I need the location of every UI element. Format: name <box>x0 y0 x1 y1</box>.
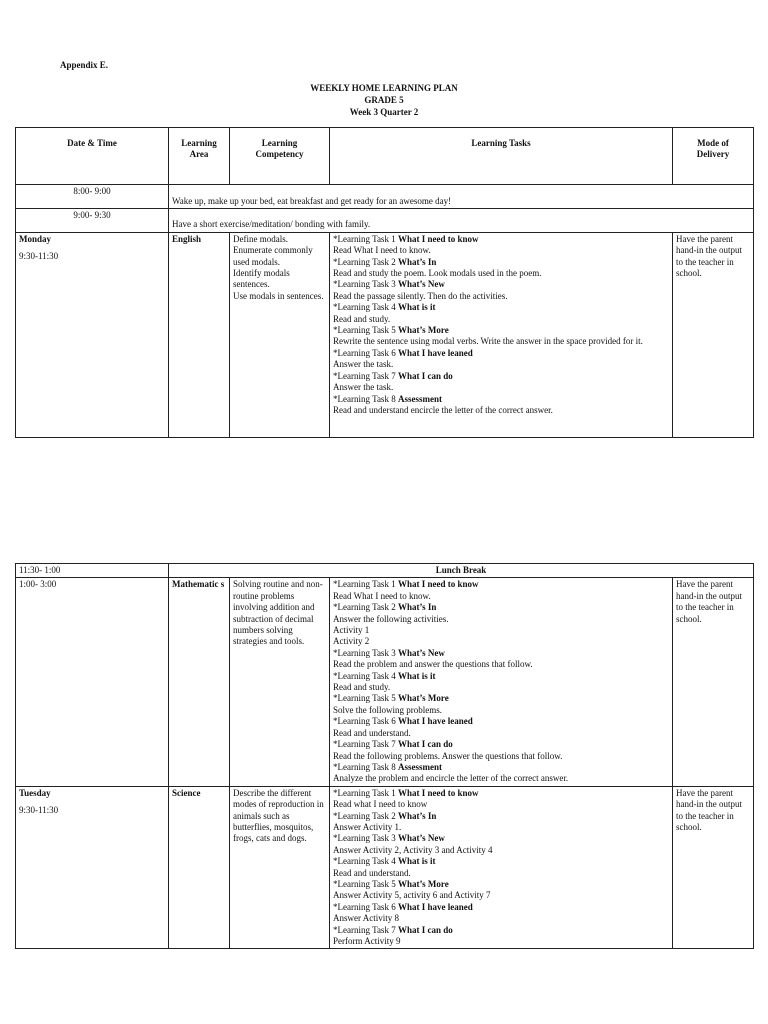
wake-up-activity: Wake up, make up your bed, eat breakfast and get ready for an awesome day! <box>169 185 754 209</box>
lunch-time: 11:30- 1:00 <box>16 564 169 578</box>
task-number: *Learning Task 3 <box>333 647 398 658</box>
task-number: *Learning Task 6 <box>333 716 398 727</box>
math-time: 1:00- 3:00 <box>16 578 169 786</box>
task-title: What I have leaned <box>397 716 473 727</box>
task-instruction: Rewrite the sentence using modal verbs. Write the answer in the space provided for it. <box>333 336 643 347</box>
learning-task-heading <box>333 302 669 313</box>
header-date-time: Date & Time <box>16 128 169 185</box>
task-instruction: Read and understand encircle the letter of the correct answer. <box>333 404 553 415</box>
title-line-1: WEEKLY HOME LEARNING PLAN <box>310 83 458 93</box>
task-number: *Learning Task 3 <box>333 833 398 844</box>
task-instruction: Read and study. <box>333 682 391 693</box>
header-learning-area: Learning Area <box>169 128 230 185</box>
task-title: What’s More <box>397 693 449 704</box>
task-number: *Learning Task 1 <box>333 787 398 798</box>
time-slot: 9:30-11:30 <box>19 805 59 816</box>
plan-table-bottom <box>15 563 754 949</box>
task-title: What I have leaned <box>397 901 473 912</box>
competency-item: Use modals in sentences. <box>233 290 324 301</box>
learning-task-heading <box>333 856 669 867</box>
task-number: *Learning Task 5 <box>333 878 398 889</box>
task-title: What’s New <box>397 279 445 290</box>
learning-task-heading <box>333 811 669 822</box>
task-number: *Learning Task 2 <box>333 256 398 267</box>
header-learning-competency: Learning Competency <box>230 128 330 185</box>
task-number: *Learning Task 4 <box>333 856 398 867</box>
math-row <box>16 578 754 786</box>
mode-science: Have the parent hand-in the output to the teacher in school. <box>673 786 754 949</box>
task-instruction: Read and study the poem. Look modals used in the poem. <box>333 268 542 279</box>
learning-task-heading <box>333 579 669 590</box>
learning-task-heading <box>333 788 669 799</box>
task-instruction: Answer Activity 1. <box>333 821 402 832</box>
task-title: What is it <box>397 670 436 681</box>
task-number: *Learning Task 4 <box>333 670 398 681</box>
header-row <box>16 128 754 185</box>
learning-task-heading <box>333 279 669 290</box>
mode-math: Have the parent hand-in the output to the teacher in school. <box>673 578 754 786</box>
wake-up-time: 8:00- 9:00 <box>16 185 169 209</box>
task-title: What I need to know <box>397 787 479 798</box>
task-number: *Learning Task 2 <box>333 602 398 613</box>
learning-task-heading <box>333 648 669 659</box>
tasks-english <box>330 232 673 437</box>
learning-area-math: Mathematic s <box>169 578 230 786</box>
tuesday-science-row <box>16 786 754 949</box>
task-title: What I can do <box>397 739 453 750</box>
learning-task-heading <box>333 394 669 405</box>
task-instruction: Activity 2 <box>333 636 370 647</box>
task-instruction: Read the passage silently. Then do the activities. <box>333 290 508 301</box>
monday-english-row <box>16 232 754 437</box>
exercise-time: 9:00- 9:30 <box>16 209 169 232</box>
day-label: Tuesday <box>19 787 51 798</box>
task-number: *Learning Task 2 <box>333 810 398 821</box>
learning-task-heading <box>333 671 669 682</box>
task-instruction: Activity 1 <box>333 625 370 636</box>
task-number: *Learning Task 6 <box>333 347 398 358</box>
task-title: What I need to know <box>397 579 479 590</box>
task-number: *Learning Task 7 <box>333 739 398 750</box>
task-title: What I can do <box>397 370 453 381</box>
lunch-break-label: Lunch Break <box>169 564 754 578</box>
learning-task-heading <box>333 925 669 936</box>
exercise-activity: Have a short exercise/meditation/ bonding with family. <box>169 209 754 232</box>
task-number: *Learning Task 8 <box>333 393 398 404</box>
task-instruction: Read the following problems. Answer the questions that follow. <box>333 750 563 761</box>
learning-task-heading <box>333 693 669 704</box>
task-title: What is it <box>397 302 436 313</box>
task-instruction: Read what I need to know <box>333 799 428 810</box>
task-instruction: Read and study. <box>333 313 391 324</box>
header-mode-of-delivery: Mode of Delivery <box>673 128 754 185</box>
task-title: What is it <box>397 856 436 867</box>
task-title: What’s In <box>397 810 437 821</box>
task-instruction: Answer the task. <box>333 359 394 370</box>
task-title: Assessment <box>397 761 442 772</box>
task-title: What I need to know <box>397 233 479 244</box>
task-title: What’s More <box>397 878 449 889</box>
appendix-label: Appendix E. <box>60 60 109 70</box>
learning-task-heading <box>333 602 669 613</box>
learning-task-heading <box>333 325 669 336</box>
task-instruction: Read and understand. <box>333 867 411 878</box>
task-title: What I can do <box>397 924 453 935</box>
exercise-row <box>16 209 754 232</box>
mode-english: Have the parent hand-in the output to the teacher in school. <box>673 232 754 437</box>
competency-item: Identify modals sentences. <box>233 268 290 290</box>
tasks-math <box>330 578 673 786</box>
learning-task-heading <box>333 833 669 844</box>
task-number: *Learning Task 7 <box>333 370 398 381</box>
header-learning-tasks: Learning Tasks <box>330 128 673 185</box>
day-label: Monday <box>19 233 52 244</box>
competency-science: Describe the different modes of reproduction in animals such as butterflies, mosquitos, frogs, cats and dogs. <box>230 786 330 949</box>
title-line-3: Week 3 Quarter 2 <box>349 107 419 117</box>
learning-task-heading <box>333 902 669 913</box>
task-number: *Learning Task 3 <box>333 279 398 290</box>
learning-task-heading <box>333 257 669 268</box>
task-number: *Learning Task 6 <box>333 901 398 912</box>
task-number: *Learning Task 8 <box>333 761 398 772</box>
task-number: *Learning Task 7 <box>333 924 398 935</box>
task-number: *Learning Task 1 <box>333 233 398 244</box>
task-title: What’s In <box>397 256 437 267</box>
task-number: *Learning Task 5 <box>333 325 398 336</box>
learning-task-heading <box>333 739 669 750</box>
task-instruction: Answer Activity 5, activity 6 and Activity 7 <box>333 890 491 901</box>
task-instruction: Answer Activity 2, Activity 3 and Activity 4 <box>333 844 493 855</box>
learning-task-heading <box>333 348 669 359</box>
wake-up-row <box>16 185 754 209</box>
learning-area-english: English <box>169 232 230 437</box>
task-title: What’s More <box>397 325 449 336</box>
competency-math: Solving routine and non-routine problems involving addition and subtraction of decimal numbers solving strategies and tools. <box>230 578 330 786</box>
plan-table-top <box>15 127 754 438</box>
task-number: *Learning Task 1 <box>333 579 398 590</box>
task-title: What’s In <box>397 602 437 613</box>
time-slot: 9:30-11:30 <box>19 251 59 262</box>
task-instruction: Analyze the problem and encircle the letter of the correct answer. <box>333 773 569 784</box>
task-instruction: Read and understand. <box>333 727 411 738</box>
learning-task-heading <box>333 371 669 382</box>
learning-area-science: Science <box>169 786 230 949</box>
plan-title <box>0 82 768 118</box>
lunch-row <box>16 564 754 578</box>
competency-english <box>230 232 330 437</box>
task-title: What’s New <box>397 833 445 844</box>
learning-task-heading <box>333 879 669 890</box>
task-number: *Learning Task 5 <box>333 693 398 704</box>
task-instruction: Answer the following activities. <box>333 613 449 624</box>
monday-day-time <box>16 232 169 437</box>
task-instruction: Perform Activity 9 <box>333 936 401 946</box>
task-instruction: Solve the following problems. <box>333 704 442 715</box>
task-instruction: Answer the task. <box>333 382 394 393</box>
learning-task-heading <box>333 716 669 727</box>
task-instruction: Read What I need to know. <box>333 590 431 601</box>
task-title: What I have leaned <box>397 347 473 358</box>
competency-item: Define modals. <box>233 233 288 244</box>
learning-task-heading <box>333 234 669 245</box>
tuesday-day-time <box>16 786 169 949</box>
learning-task-heading <box>333 762 669 773</box>
task-title: What’s New <box>397 647 445 658</box>
task-instruction: Read What I need to know. <box>333 245 431 256</box>
tasks-science <box>330 786 673 949</box>
task-instruction: Read the problem and answer the questions that follow. <box>333 659 533 670</box>
task-instruction: Answer Activity 8 <box>333 913 399 924</box>
title-line-2: GRADE 5 <box>364 95 404 105</box>
task-title: Assessment <box>397 393 442 404</box>
competency-item: Enumerate commonly used modals. <box>233 245 313 267</box>
task-number: *Learning Task 4 <box>333 302 398 313</box>
